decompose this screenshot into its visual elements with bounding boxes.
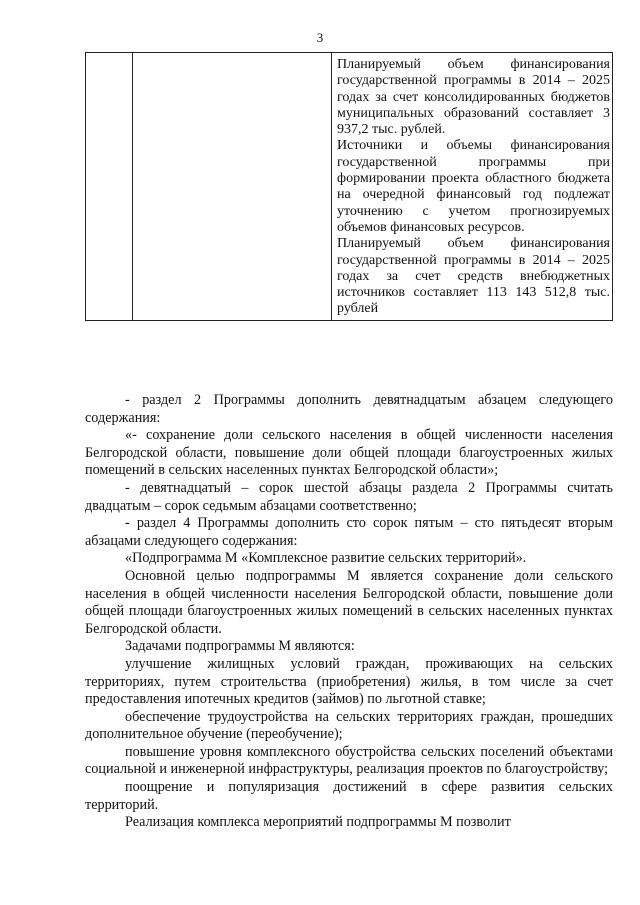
paragraph-section2-add: - раздел 2 Программы дополнить девятнадцатым абзацем следующего содержания: xyxy=(85,392,613,426)
cell-paragraph-sources: Источники и объемы финансирования государственной программы при формировании проекта областного бюджета на очередной финансовый год подлежат уточнению с учетом прогнозируемых объемов финансовых ресурсов. xyxy=(337,138,610,235)
table-row xyxy=(86,53,613,321)
paragraph-task-promotion: поощрение и популяризация достижений в сфере развития сельских территорий. xyxy=(85,779,613,813)
paragraph-implementation: Реализация комплекса мероприятий подпрограммы М позволит xyxy=(125,814,511,831)
table-cell-empty-2 xyxy=(133,53,332,321)
paragraph-main-goal: Основной целью подпрограммы М является сохранение доли сельского населения в общей численности населения Белгородской области, повышение доли общей площади благоустроенных жилых помещений в сельских населенных пунктах Белгородской области. xyxy=(85,567,613,637)
paragraph-task-infrastructure: повышение уровня комплексного обустройства сельских поселений объектами социальной и инженерной инфраструктуры, реализация проектов по благоустройству; xyxy=(85,743,613,778)
paragraph-subprogram-title: «Подпрограмма М «Комплексное развитие сельских территорий». xyxy=(125,550,527,567)
cell-paragraph-municipal-budgets: Планируемый объем финансирования государственной программы в 2014 – 2025 годах за счет консолидированных бюджетов муниципальных образований составляет 3 937,2 тыс. рублей. xyxy=(337,57,610,138)
paragraph-task-employment: обеспечение трудоустройства на сельских территориях граждан, прошедших дополнительное обучение (переобучение); xyxy=(85,708,613,743)
paragraph-quote-rural-share: «- сохранение доли сельского населения в общей численности населения Белгородской области, повышение доли общей площади благоустроенных жилых помещений в сельских населенных пунктах Белгородской области»; xyxy=(85,427,613,479)
table-cell-financing-text xyxy=(332,53,613,321)
page-number: 3 xyxy=(316,30,324,45)
document-body xyxy=(85,392,613,832)
paragraph-renumber: - девятнадцатый – сорок шестой абзацы раздела 2 Программы считать двадцатым – сорок седьмым абзацами соответственно; xyxy=(85,479,613,514)
paragraph-task-housing: улучшение жилищных условий граждан, проживающих на сельских территориях, путем строительства (приобретения) жилья, в том числе за счет предоставления ипотечных кредитов (займов) по льготной ставке; xyxy=(85,655,613,708)
table-cell-empty-1 xyxy=(86,53,133,321)
cell-paragraph-extrabudgetary: Планируемый объем финансирования государственной программы в 2014 – 2025 годах за счет средств внебюджетных источников составляет 113 143 512,8 тыс. рублей xyxy=(337,236,610,317)
financing-table xyxy=(85,52,613,321)
paragraph-section4-add: - раздел 4 Программы дополнить сто сорок пятым – сто пятьдесят вторым абзацами следующего содержания: xyxy=(85,515,613,549)
paragraph-tasks-intro: Задачами подпрограммы М являются: xyxy=(125,638,355,655)
